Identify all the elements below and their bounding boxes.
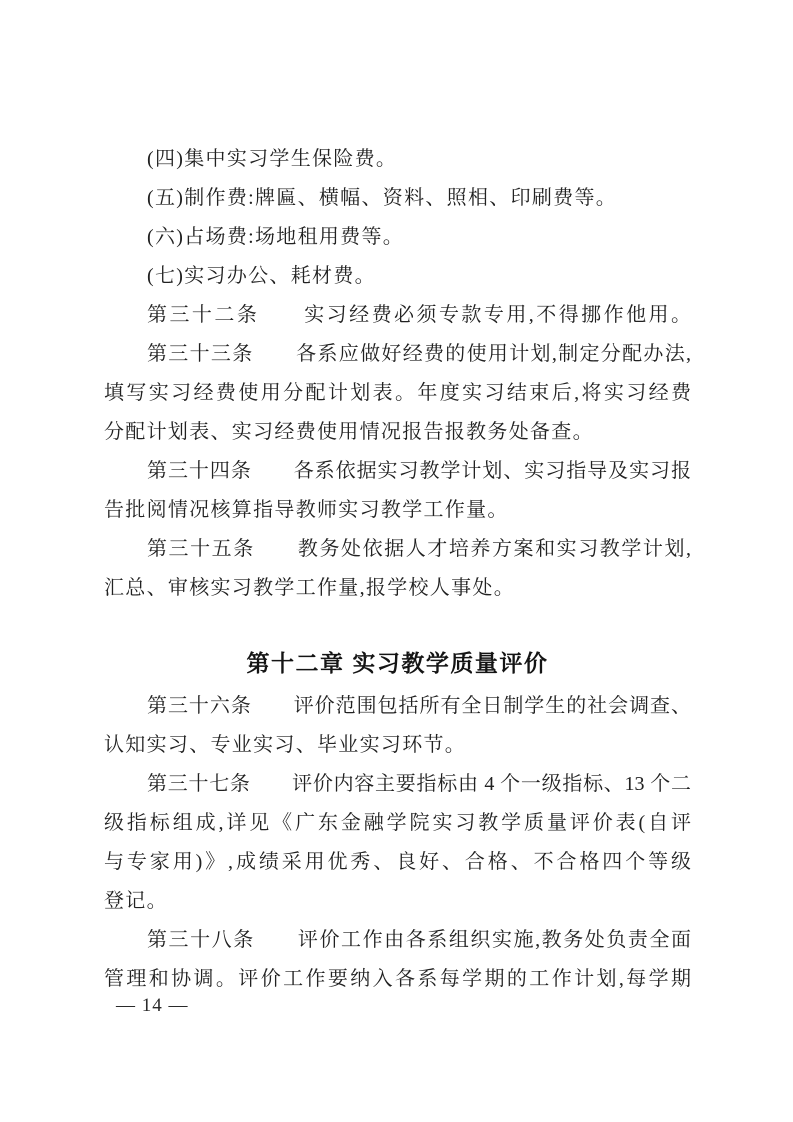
text-line: 汇总、审核实习教学工作量,报学校人事处。 xyxy=(104,577,515,599)
text-line: 第三十三条 各系应做好经费的使用计划,制定分配办法, xyxy=(147,343,691,365)
text-line: 认知实习、专业实习、毕业实习环节。 xyxy=(104,734,467,756)
text-line: (六)占场费:场地租用费等。 xyxy=(147,226,405,248)
text-line: (七)实习办公、耗材费。 xyxy=(147,265,376,287)
text-line: 管理和协调。评价工作要纳入各系每学期的工作计划,每学期 xyxy=(104,968,691,990)
chapter-heading: 第十二章 实习教学质量评价 xyxy=(246,650,549,676)
text-line: 告批阅情况核算指导教师实习教学工作量。 xyxy=(104,499,509,521)
text-line: 填写实习经费使用分配计划表。年度实习结束后,将实习经费 xyxy=(104,382,691,404)
text-line: 第三十五条 教务处依据人才培养方案和实习教学计划, xyxy=(147,538,691,560)
text-line: 登记。 xyxy=(104,890,168,912)
page-number: — 14 — xyxy=(116,995,189,1016)
text-line: 第三十六条 评价范围包括所有全日制学生的社会调查、 xyxy=(147,695,691,717)
text-line: 第三十二条 实习经费必须专款专用,不得挪作他用。 xyxy=(147,304,691,326)
document-body xyxy=(104,140,691,999)
text-line: 级指标组成,详见《广东金融学院实习教学质量评价表(自评 xyxy=(104,812,691,834)
text-line: 第三十四条 各系依据实习教学计划、实习指导及实习报 xyxy=(147,460,691,482)
text-line: (五)制作费:牌匾、横幅、资料、照相、印刷费等。 xyxy=(147,187,618,209)
text-line: 与专家用)》,成绩采用优秀、良好、合格、不合格四个等级 xyxy=(104,851,691,873)
text-line: (四)集中实习学生保险费。 xyxy=(147,148,398,170)
text-line: 第三十七条 评价内容主要指标由 4 个一级指标、13 个二 xyxy=(147,773,691,795)
text-line: 第三十八条 评价工作由各系组织实施,教务处负责全面 xyxy=(147,929,691,951)
text-line: 分配计划表、实习经费使用情况报告报教务处备查。 xyxy=(104,421,594,443)
